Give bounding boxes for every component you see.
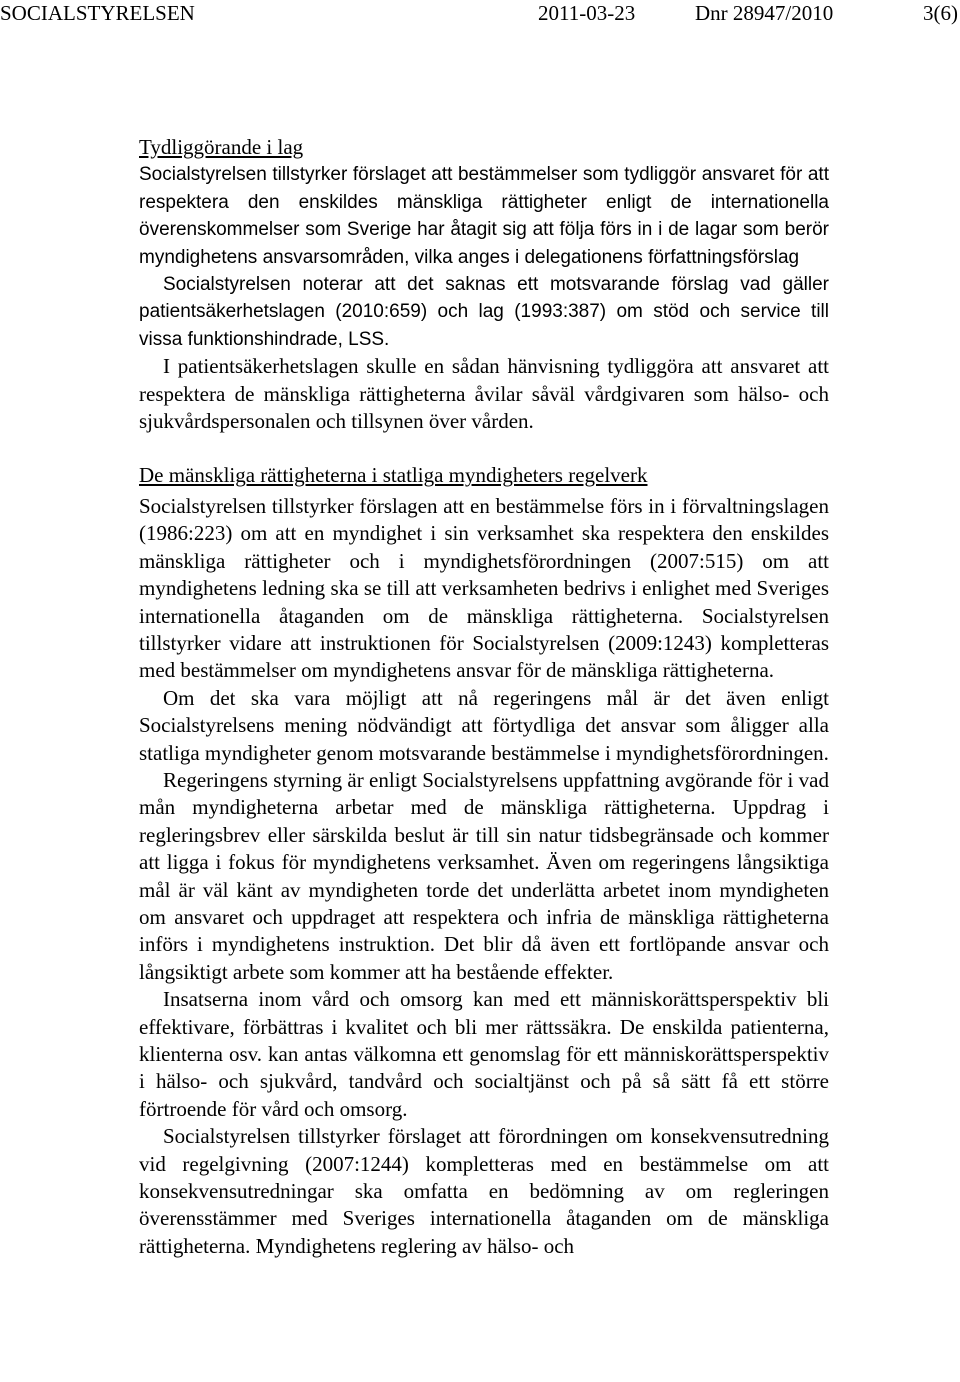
paragraph: Socialstyrelsen tillstyrker förslaget att förordningen om konsekvensutredning vid regelgivning (2007:1244) kompletteras med en bestämmelse om att konsekvensutredningar ska omfatta en bedömning av om regleringen överensstämmer med Sveriges internationella åtaganden om de mänskliga rättigheterna. Myndighetens reglering av hälso- och: [139, 1124, 829, 1258]
paragraph: Om det ska vara möjligt att nå regeringens mål är det även enligt Socialstyrelsens mening nödvändigt att förtydliga det ansvar som åligger alla statliga myndigheter genom motsvarande bestämmelse i myndighetsförordningen.: [139, 685, 829, 765]
paragraph: Regeringens styrning är enligt Socialstyrelsens uppfattning avgörande för i vad mån myndigheterna arbetar med de mänskliga rättigheterna. Uppdrag i regleringsbrev eller särskilda beslut är till sin natur tidsbegränsade och kommer att ligga i fokus för myndighetens verksamhet. Även om regeringens långsiktiga mål är väl känt av myndigheten torde det underlätta arbetet inom myndigheten om ansvaret och uppdraget att respektera och infria de mänskliga rättigheterna införs i myndighetens instruktion. Det blir då även ett fortlöpande ansvar och långsiktigt arbete som kommer att ha bestående effekter.: [139, 767, 829, 984]
paragraph: Socialstyrelsen tillstyrker förslaget att bestämmelser som tydliggör ansvaret för att respektera den enskildes mänskliga rättigheter enligt de internationella överenskommelser som Sverige har åtagit sig att följa förs in i de lagar som berör myndighetens ansvarsområden, vilka anges i delegationens författningsförslag: [139, 164, 829, 268]
section-manskliga-rattigheter: [139, 462, 829, 1260]
section-heading: De mänskliga rättigheterna i statliga myndigheters regelverk: [139, 463, 648, 488]
document-body: [139, 134, 829, 1260]
header-organization: SOCIALSTYRELSEN: [0, 1, 195, 25]
header-page-number: 3(6): [923, 1, 958, 25]
paragraph: I patientsäkerhetslagen skulle en sådan hänvisning tydliggöra att ansvaret att respektera de mänskliga rättigheterna åvilar såväl vårdgivaren som hälso- och sjukvårdspersonalen och tillsynen över vården.: [139, 354, 829, 434]
paragraph: Socialstyrelsen noterar att det saknas ett motsvarande förslag vad gäller patientsäkerhetslagen (2010:659) och lag (1993:387) om stöd och service till vissa funktionshindrade, LSS.: [139, 274, 829, 350]
section-tydliggorande: [139, 134, 829, 435]
page-header: [0, 0, 960, 30]
section-heading: Tydliggörande i lag: [139, 135, 304, 159]
header-date: 2011-03-23: [538, 1, 636, 25]
paragraph: Socialstyrelsen tillstyrker förslagen att en bestämmelse förs in i förvaltningslagen (1986:223) om att en myndighet i sin verksamhet ska respektera den enskildes mänskliga rättigheter och i myndighetsförordningen (2007:515) om att myndighetens ledning ska se till att verksamheten bedrivs i enlighet med Sveriges internationella åtaganden om de mänskliga rättigheterna. Socialstyrelsen tillstyrker vidare att instruktionen för Socialstyrelsen (2009:1243) kompletteras med bestämmelser om myndighetens ansvar för de mänskliga rättigheterna.: [139, 493, 829, 683]
header-dnr: Dnr 28947/2010: [695, 1, 834, 25]
paragraph: Insatserna inom vård och omsorg kan med ett människorättsperspektiv bli effektivare, förbättras i kvalitet och bli mer rättssäkra. De enskilda patienterna, klienterna osv. kan antas välkomna ett genomslag för ett människorättsperspektiv i hälso- och sjukvård, tandvård och socialtjänst och på så sätt få ett större förtroende för vård och omsorg.: [139, 987, 829, 1121]
